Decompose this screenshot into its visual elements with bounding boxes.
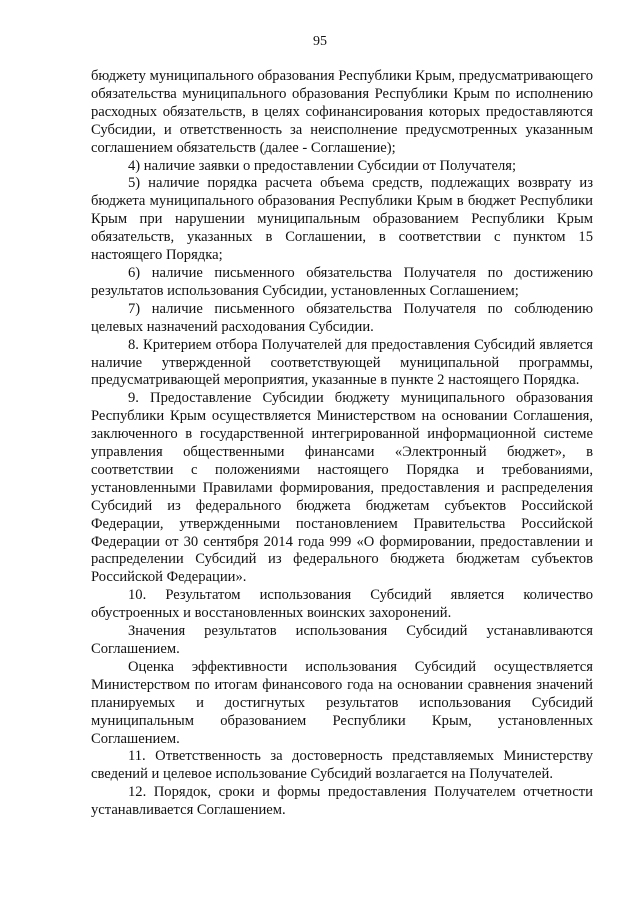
paragraph: бюджету муниципального образования Республики Крым, предусматривающего обязательства муниципального образования Республики Крым по исполнению расходных обязательств, в целях софинансирования которых предоставляются Субсидии, и ответственность за неисполнение предусмотренных указанным соглашением обязательств (далее - Соглашение);	[91, 68, 593, 156]
paragraph: 8. Критерием отбора Получателей для предоставления Субсидий является наличие утвержденной соответствующей муниципальной программы, предусматривающей мероприятия, указанные в пункте 2 настоящего Порядка.	[91, 336, 593, 389]
paragraph: Оценка эффективности использования Субсидий осуществляется Министерством по итогам финансового года на основании сравнения значений планируемых и достигнутых результатов использования Субсидий муниципальным образованием Республики Крым, установленных Соглашением.	[91, 658, 593, 747]
paragraph: 9. Предоставление Субсидии бюджету муниципального образования Республики Крым осуществляется Министерством на основании Соглашения, заключенного в государственной интегрированной информационной системе управления общественными финансами «Электронный бюджет», в соответствии с положениями настоящего Порядка и требованиями, установленными Правилами формирования, предоставления и распределения Субсидий из федерального бюджета бюджетам субъектов Российской Федерации, утвержденными постановлением Правительства Российской Федерации от 30 сентября 2014 года 999 «О формировании, предоставлении и распределении Субсидий из федерального бюджета бюджетам субъектов Российской Федерации».	[91, 390, 593, 586]
paragraph: 7) наличие письменного обязательства Получателя по соблюдению целевых назначений расходования Субсидии.	[91, 300, 593, 335]
paragraph: 11. Ответственность за достоверность представляемых Министерству сведений и целевое использование Субсидий возлагается на Получателей.	[91, 748, 593, 783]
document-body	[91, 68, 593, 820]
page-number: 95	[313, 34, 327, 49]
paragraph: 5) наличие порядка расчета объема средств, подлежащих возврату из бюджета муниципального образования Республики Крым в бюджет Республики Крым при нарушении муниципальным образованием Республики Крым обязательств, указанных в Соглашении, в соответствии с пунктом 15 настоящего Порядка;	[91, 175, 593, 264]
paragraph: Значения результатов использования Субсидий устанавливаются Соглашением.	[91, 623, 593, 657]
paragraph: 10. Результатом использования Субсидий является количество обустроенных и восстановленных воинских захоронений.	[91, 587, 593, 622]
paragraph: 6) наличие письменного обязательства Получателя по достижению результатов использования Субсидии, установленных Соглашением;	[91, 264, 593, 299]
paragraph: 12. Порядок, сроки и формы предоставления Получателем отчетности устанавливается Соглашением.	[91, 784, 593, 819]
paragraph: 4) наличие заявки о предоставлении Субсидии от Получателя;	[128, 157, 517, 174]
